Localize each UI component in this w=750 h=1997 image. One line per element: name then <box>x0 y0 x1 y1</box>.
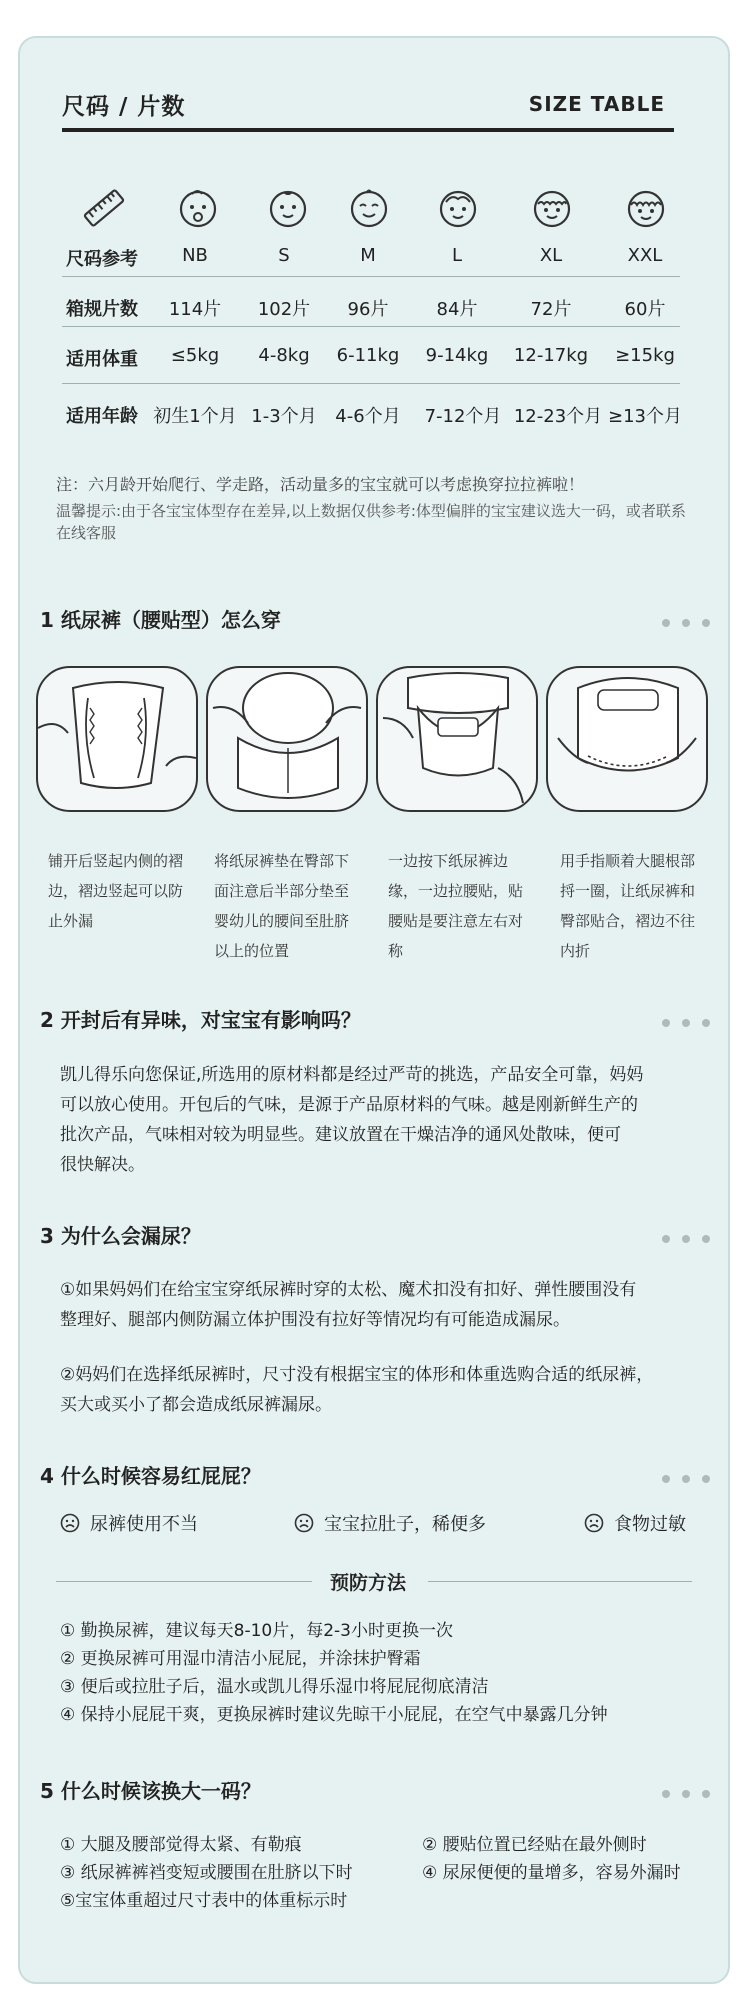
age-value: 12-23个月 <box>513 406 603 427</box>
section3-line: ②妈妈们在选择纸尿裤时，尺寸没有根据宝宝的体形和体重选购合适的纸尿裤， <box>60 1365 654 1385</box>
size-up-item: ⑤宝宝体重超过尺寸表中的体重标示时 <box>60 1891 348 1911</box>
size-value: XXL <box>627 245 663 266</box>
age-value: ≥13个月 <box>608 406 682 427</box>
count-value: 60片 <box>624 299 666 320</box>
row-divider <box>62 383 680 384</box>
step4-illustration <box>546 666 708 812</box>
row-divider <box>62 326 680 327</box>
prevention-item: ④ 保持小屁屁干爽，更换尿裤时建议先晾干小屁屁，在空气中暴露几分钟 <box>60 1705 608 1725</box>
size-value: NB <box>182 245 208 266</box>
weight-value: 9-14kg <box>425 345 489 366</box>
sad-face-icon <box>60 1513 80 1538</box>
section3-line: 买大或买小了都会造成纸尿裤漏尿。 <box>60 1395 332 1415</box>
size-up-item: ④ 尿尿便便的量增多，容易外漏时 <box>422 1863 681 1883</box>
prevention-item: ② 更换尿裤可用湿巾清洁小屁屁，并涂抹护臀霜 <box>60 1649 421 1669</box>
more-dots-icon <box>650 1012 710 1022</box>
size-value: M <box>360 245 376 266</box>
cause-label: 宝宝拉肚子，稀便多 <box>324 1514 486 1535</box>
section3-title: 3 为什么会漏尿？ <box>40 1224 201 1248</box>
count-value: 114片 <box>168 299 222 320</box>
size-table-title: 尺码 / 片数 <box>62 94 186 120</box>
weight-value: ≥15kg <box>615 345 675 366</box>
size-up-item: ③ 纸尿裤裤裆变短或腰围在肚脐以下时 <box>60 1863 353 1883</box>
step1-caption: 铺开后竖起内侧的褶边，褶边竖起可以防止外漏 <box>48 852 184 930</box>
weight-value: 4-8kg <box>258 345 310 366</box>
size-value: XL <box>539 245 563 266</box>
section3-line: 整理好、腿部内侧防漏立体护围没有拉好等情况均有可能造成漏尿。 <box>60 1310 570 1330</box>
size-value: L <box>451 245 463 266</box>
section2-line: 很快解决。 <box>60 1155 145 1175</box>
prevention-item: ③ 便后或拉肚子后，温水或凯儿得乐湿巾将屁屁彻底清洁 <box>60 1677 489 1697</box>
size-tip: 温馨提示:由于各宝宝体型存在差异,以上数据仅供参考:体型偏胖的宝宝建议选大一码，或者联系在线客服 <box>56 502 686 542</box>
size-table-title-en: SIZE TABLE <box>528 92 665 116</box>
sad-face-icon <box>294 1513 314 1538</box>
weight-value: 6-11kg <box>336 345 400 366</box>
baby-m-icon <box>343 182 395 234</box>
size-up-item: ② 腰贴位置已经贴在最外侧时 <box>422 1835 647 1855</box>
row-label-size: 尺码参考 <box>66 249 138 270</box>
step1-illustration <box>36 666 198 812</box>
row-label-weight: 适用体重 <box>66 349 138 370</box>
row-label-count: 箱规片数 <box>66 299 138 320</box>
divider-left <box>56 1581 312 1582</box>
baby-nb-icon <box>172 182 224 234</box>
section5-title: 5 什么时候该换大一码？ <box>40 1779 261 1803</box>
step3-caption: 一边按下纸尿裤边缘，一边拉腰贴，贴腰贴是要注意左右对称 <box>388 852 524 960</box>
ruler-icon <box>78 182 130 234</box>
row-divider <box>62 276 680 277</box>
cause-item <box>60 1510 198 1538</box>
size-table-rule <box>62 128 674 132</box>
step3-illustration <box>376 666 538 812</box>
cause-item <box>584 1510 686 1538</box>
count-value: 72片 <box>530 299 572 320</box>
section2-line: 凯儿得乐向您保证,所选用的原材料都是经过严苛的挑选，产品安全可靠，妈妈 <box>60 1065 644 1085</box>
step2-caption: 将纸尿裤垫在臀部下面注意后半部分垫至婴幼儿的腰间至肚脐以上的位置 <box>214 852 350 960</box>
more-dots-icon <box>650 612 710 622</box>
more-dots-icon <box>650 1783 710 1793</box>
prevention-title: 预防方法 <box>330 1572 407 1594</box>
baby-l-icon <box>432 182 484 234</box>
age-value: 1-3个月 <box>251 406 317 427</box>
step4-caption: 用手指顺着大腿根部捋一圈，让纸尿裤和臀部贴合，褶边不往内折 <box>560 852 696 960</box>
count-value: 102片 <box>257 299 311 320</box>
weight-value: 12-17kg <box>513 345 589 366</box>
baby-s-icon <box>262 182 314 234</box>
more-dots-icon <box>650 1228 710 1238</box>
section1-title: 1 纸尿裤（腰贴型）怎么穿 <box>40 608 281 632</box>
age-value: 4-6个月 <box>335 406 401 427</box>
section2-title: 2 开封后有异味，对宝宝有影响吗？ <box>40 1008 361 1032</box>
weight-value: ≤5kg <box>170 345 220 366</box>
age-value: 7-12个月 <box>424 406 502 427</box>
section2-line: 可以放心使用。开包后的气味，是源于产品原材料的气味。越是刚新鲜生产的 <box>60 1095 638 1115</box>
baby-xl-icon <box>526 182 578 234</box>
sad-face-icon <box>584 1513 604 1538</box>
section4-title: 4 什么时候容易红屁屁？ <box>40 1464 261 1488</box>
section3-line: ①如果妈妈们在给宝宝穿纸尿裤时穿的太松、魔术扣没有扣好、弹性腰围没有 <box>60 1280 637 1300</box>
baby-xxl-icon <box>620 182 672 234</box>
cause-label: 尿裤使用不当 <box>90 1514 198 1535</box>
section2-line: 批次产品，气味相对较为明显些。建议放置在干燥洁净的通风处散味，便可 <box>60 1125 621 1145</box>
row-label-age: 适用年龄 <box>66 406 138 427</box>
prevention-item: ① 勤换尿裤，建议每天8-10片，每2-3小时更换一次 <box>60 1621 453 1641</box>
size-up-item: ① 大腿及腰部觉得太紧、有勒痕 <box>60 1835 302 1855</box>
more-dots-icon <box>650 1468 710 1478</box>
divider-right <box>428 1581 692 1582</box>
age-value: 初生1个月 <box>153 406 237 427</box>
size-value: S <box>278 245 290 266</box>
count-value: 84片 <box>436 299 478 320</box>
count-value: 96片 <box>347 299 389 320</box>
step2-illustration <box>206 666 368 812</box>
size-note: 注：六月龄开始爬行、学走路，活动量多的宝宝就可以考虑换穿拉拉裤啦！ <box>56 475 585 494</box>
cause-label: 食物过敏 <box>614 1514 686 1535</box>
cause-item <box>294 1510 486 1538</box>
